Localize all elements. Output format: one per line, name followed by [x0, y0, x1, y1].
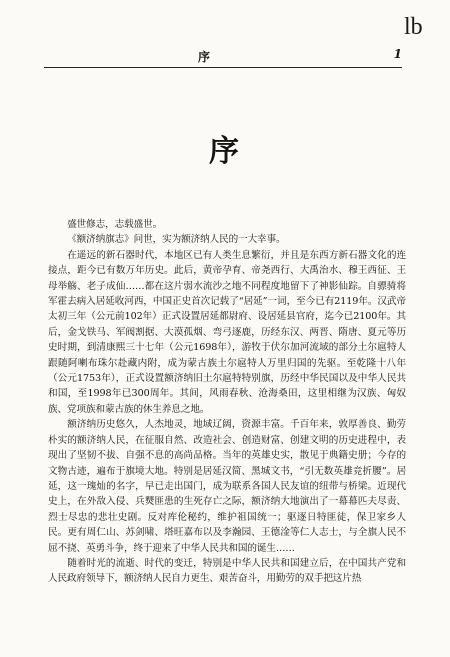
paragraph: 额济纳历史悠久，人杰地灵，地域辽阔，资源丰富。千百年来，敦厚善良、勤劳朴实的额济纳人民，在征服自然、改造社会、创造财富、创建文明的历史进程中，表现出了坚韧不拔、自强不息的高尚品格。当年的英雄史实，散见于典籍史册；今存的文物古迹，遍布于旗境大地。特别是居延汉简、黑城文书，“引无数英雄竞折腰”。居延，这一瑰灿的名字，早已走出国门，成为联系各国人民友谊的纽带与桥梁。近现代史上，在外敌入侵、兵燹匪患的生死存亡之际，额济纳大地演出了一幕幕匹夫尽责、烈士尽忠的悲壮史剧。反对库伦秘约，维护祖国统一；驱逐日特匪徒，保卫家乡人民。更有周仁山、苏剑啸、塔旺嘉布以及李瀚园、王德淦等仁人志士，与全旗人民不屈不挠、英勇斗争，终于迎来了中华人民共和国的诞生…… [48, 419, 406, 554]
running-head [44, 48, 402, 70]
header-rule [44, 67, 402, 68]
paragraph: 在遥远的新石器时代，本地区已有人类生息繁衍，并且是东西方新石器文化的连接点，距今已有数万年历史。此后，黄帝孕育、帝尧西行、大禹治水、穆王西征、王母举觞、老子成仙……都在这片弱水流沙之地不同程度地留下了神影仙踪。自骠骑将军霍去病入居延收河西，中国正史首次记载了“居延”一词，至今已有2119年。汉武帝太初三年（公元前102年）正式设置居延都尉府、设居延县官府，迄今已2100年。其后，金戈铁马、军阀割据、大漠孤烟、弯弓逐鹿，历经东汉、两晋、隋唐、夏元等历史时期，到清康熙三十七年（公元1698年），游牧于伏尔加河流域的部分土尔扈特人跟随阿喇布珠尔赴藏内附，成为蒙古族土尔扈特人万里归国的先驱。至乾隆十八年（公元1753年），正式设置额济纳旧土尔扈特特别旗，历经中华民国以及中华人民共和国，至1998年已300周年。其间，风雨春秋、沧海桑田，这里相继为汉族、匈奴族、党项族和蒙古族的休生养息之地。 [48, 249, 406, 415]
chapter-title: 序 [209, 134, 241, 169]
body-text [48, 217, 406, 587]
paragraph: 随着时光的流逝、时代的变迁，特别是中华人民共和国建立后，在中国共产党和人民政府领导下，额济纳人民自力更生、艰苦奋斗，用勤劳的双手把这片热 [48, 557, 406, 585]
running-head-title: 序 [198, 50, 211, 64]
paragraph: 《额济纳旗志》问世，实为额济纳人民的一大幸事。 [67, 234, 286, 246]
page-number: 1 [393, 47, 402, 61]
page-tag: lb [404, 14, 423, 40]
paragraph: 盛世修志，志载盛世。 [67, 219, 163, 230]
